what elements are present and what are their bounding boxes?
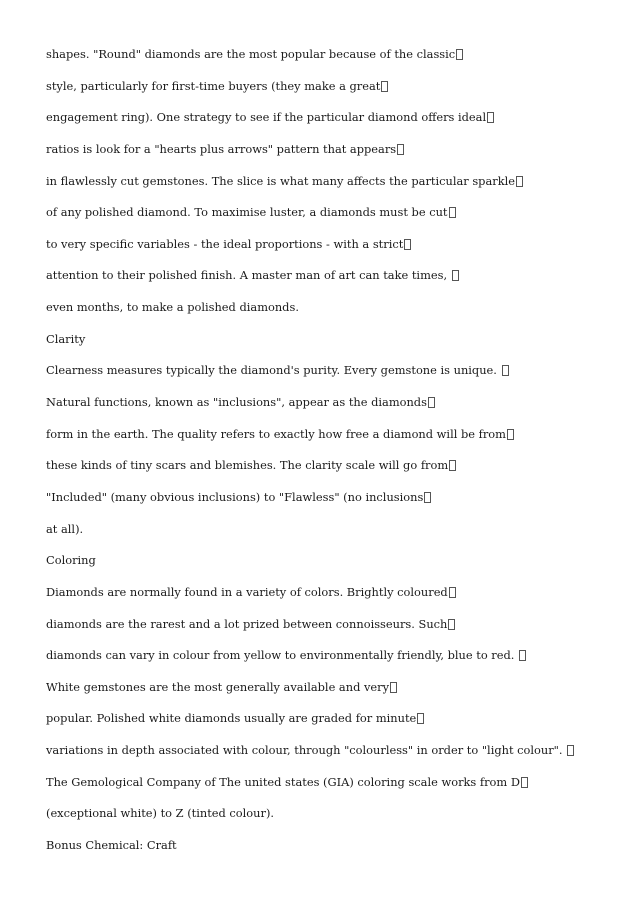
document-body [46,44,606,867]
text-line: at all). [46,521,84,536]
text-line: shapes. "Round" diamonds are the most popular because of the classic [46,44,606,76]
section-heading-coloring: Coloring [46,553,96,568]
line-break-glyph-icon [397,144,404,155]
text-line: White gemstones are the most generally available and very [46,677,606,709]
text-line: Clearness measures typically the diamond's purity. Every gemstone is unique. [46,360,606,392]
line-break-glyph-icon [448,619,455,630]
line-break-glyph-icon [452,270,459,281]
text-line: The Gemological Company of The united states (GIA) coloring scale works from D [46,772,606,804]
line-break-glyph-icon [521,777,528,788]
line-break-glyph-icon [502,365,509,376]
line-break-glyph-icon [390,682,397,693]
line-break-glyph-icon [404,239,411,250]
text-line: Diamonds are normally found in a variety of colors. Brightly coloured [46,582,606,614]
text-line: attention to their polished finish. A master man of art can take times, [46,265,606,297]
text-line: popular. Polished white diamonds usually are graded for minute [46,708,606,740]
text-line: diamonds are the rarest and a lot prized between connoisseurs. Such [46,614,606,646]
section-heading-bonus: Bonus Chemical: Craft [46,838,177,853]
line-break-glyph-icon [516,176,523,187]
line-break-glyph-icon [424,492,431,503]
line-break-glyph-icon [428,397,435,408]
text-line: diamonds can vary in colour from yellow to environmentally friendly, blue to red. [46,645,606,677]
text-line: these kinds of tiny scars and blemishes. The clarity scale will go from [46,455,606,487]
line-break-glyph-icon [456,49,463,60]
text-line: "Included" (many obvious inclusions) to "Flawless" (no inclusions [46,487,606,519]
line-break-glyph-icon [487,112,494,123]
text-line: to very specific variables - the ideal proportions - with a strict [46,234,606,266]
text-line: engagement ring). One strategy to see if the particular diamond offers ideal [46,107,606,139]
text-line: Natural functions, known as "inclusions", appear as the diamonds [46,392,606,424]
line-break-glyph-icon [519,650,526,661]
text-line: (exceptional white) to Z (tinted colour). [46,806,275,821]
line-break-glyph-icon [567,745,574,756]
text-line: of any polished diamond. To maximise luster, a diamonds must be cut [46,202,606,234]
line-break-glyph-icon [417,713,424,724]
line-break-glyph-icon [381,81,388,92]
text-line: in flawlessly cut gemstones. The slice is what many affects the particular sparkle [46,171,606,203]
text-line: ratios is look for a "hearts plus arrows" pattern that appears [46,139,606,171]
line-break-glyph-icon [449,207,456,218]
line-break-glyph-icon [449,587,456,598]
text-line: even months, to make a polished diamonds. [46,300,299,315]
text-line: style, particularly for first-time buyers (they make a great [46,76,606,108]
line-break-glyph-icon [449,460,456,471]
section-heading-clarity: Clarity [46,331,86,346]
line-break-glyph-icon [507,429,514,440]
text-line: variations in depth associated with colour, through "colourless" in order to "light colour". [46,740,606,772]
text-line: form in the earth. The quality refers to exactly how free a diamond will be from [46,424,606,456]
